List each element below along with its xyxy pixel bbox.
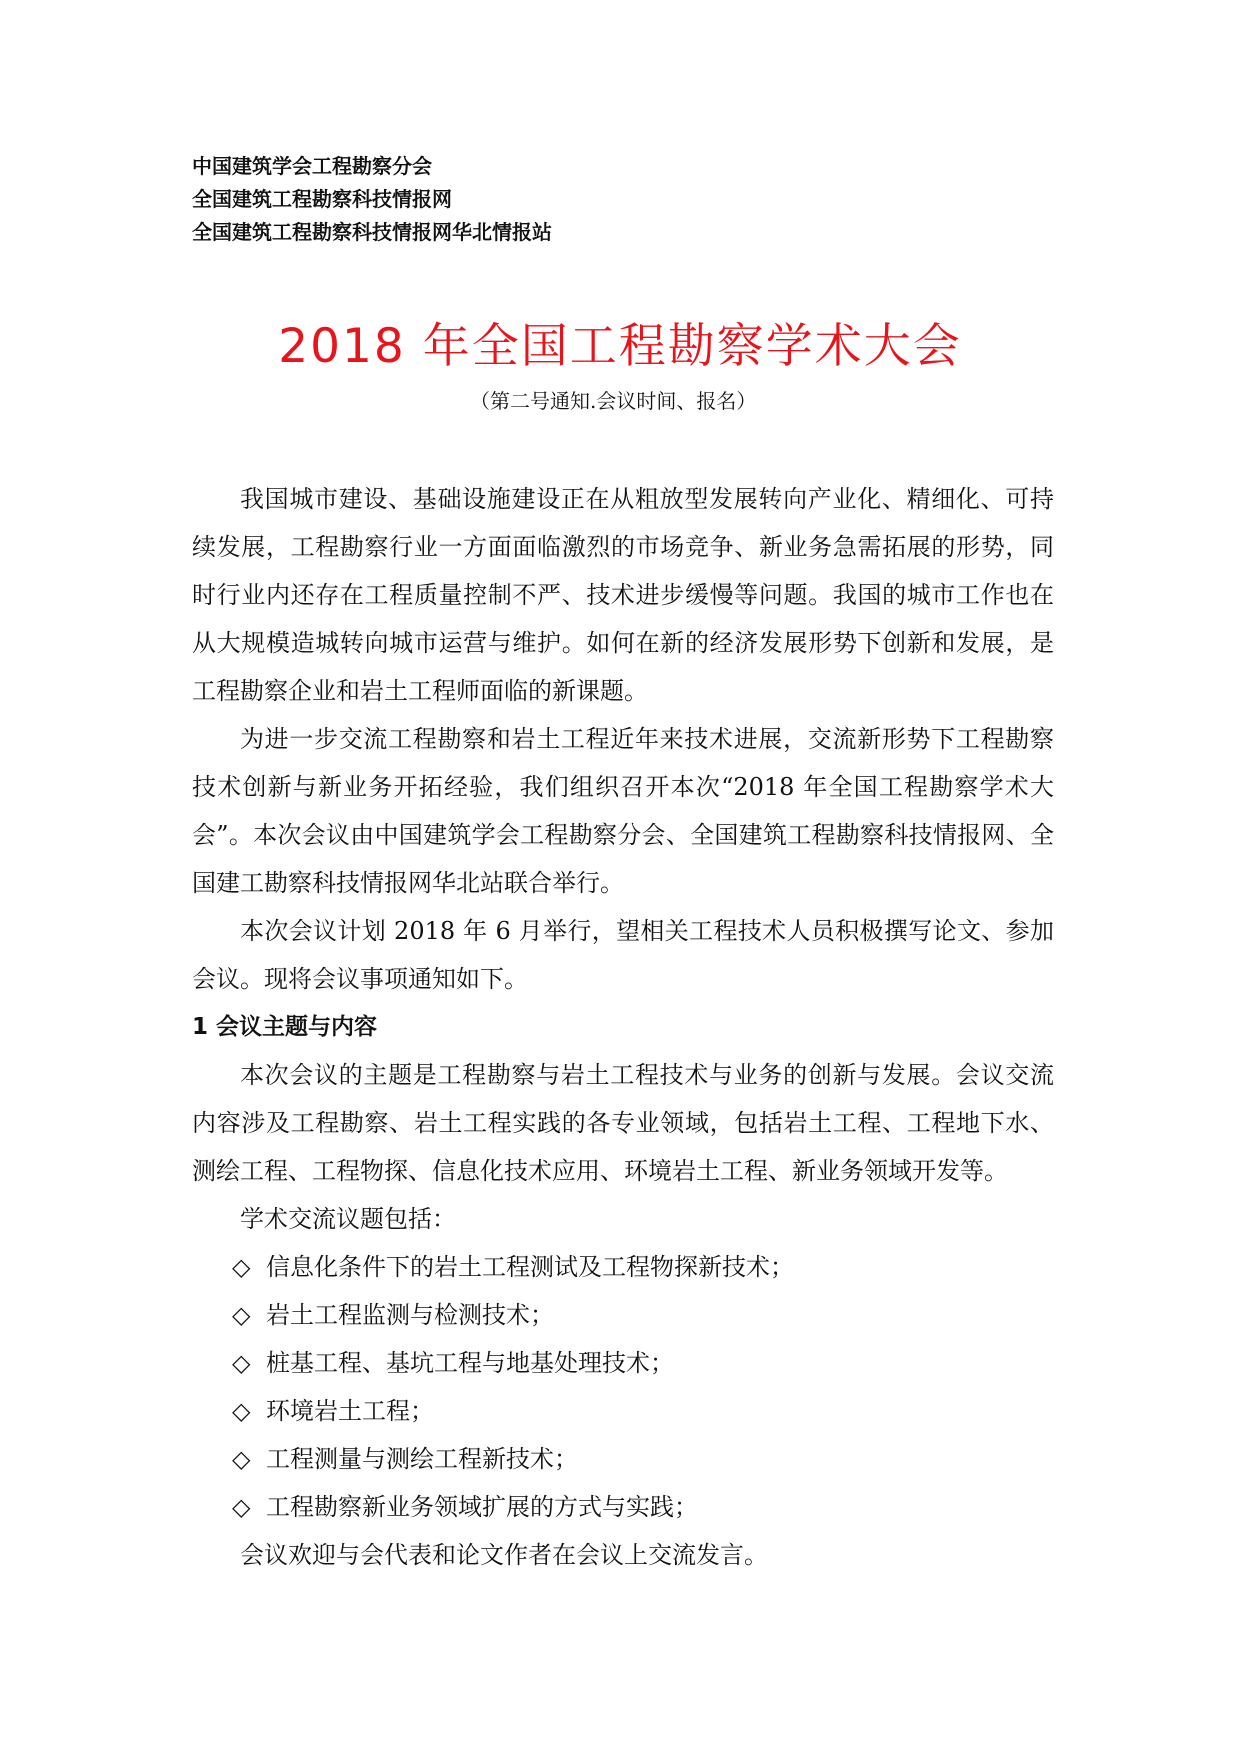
document-title: 2018 年全国工程勘察学术大会 <box>278 319 962 374</box>
organizer-list <box>192 150 1092 249</box>
topic-text: 桩基工程、基坑工程与地基处理技术； <box>266 1349 674 1377</box>
section-heading: 1 会议主题与内容 <box>192 1014 378 1040</box>
list-item <box>192 1435 1054 1483</box>
diamond-bullet-icon: ◇ <box>232 1301 251 1329</box>
list-item <box>192 1291 1054 1339</box>
diamond-bullet-icon: ◇ <box>232 1349 251 1377</box>
organizer-line: 中国建筑学会工程勘察分会 <box>192 154 432 178</box>
closing-line: 会议欢迎与会代表和论文作者在会议上交流发言。 <box>240 1541 768 1569</box>
topic-list <box>192 1243 1054 1531</box>
list-item <box>192 1483 1054 1531</box>
topic-text: 环境岩土工程； <box>266 1397 434 1425</box>
diamond-bullet-icon: ◇ <box>232 1253 251 1281</box>
topic-text: 工程勘察新业务领域扩展的方式与实践； <box>266 1493 698 1521</box>
topic-text: 工程测量与测绘工程新技术； <box>266 1445 578 1473</box>
organizer-line: 全国建筑工程勘察科技情报网华北情报站 <box>192 220 552 244</box>
theme-paragraph: 本次会议的主题是工程勘察与岩土工程技术与业务的创新与发展。会议交流内容涉及工程勘察、岩土工程实践的各专业领域，包括岩土工程、工程地下水、测绘工程、工程物探、信息化技术应用、环境岩土工程、新业务领域开发等。 <box>192 1061 1054 1185</box>
document-subtitle: （第二号通知.会议时间、报名） <box>470 389 757 413</box>
schedule-paragraph: 本次会议计划 2018 年 6 月举行，望相关工程技术人员积极撰写论文、参加会议。现将会议事项通知如下。 <box>192 917 1054 993</box>
diamond-bullet-icon: ◇ <box>232 1397 251 1425</box>
list-item <box>192 1387 1054 1435</box>
topic-text: 岩土工程监测与检测技术； <box>266 1301 554 1329</box>
topic-text: 信息化条件下的岩土工程测试及工程物探新技术； <box>266 1253 794 1281</box>
diamond-bullet-icon: ◇ <box>232 1445 251 1473</box>
diamond-bullet-icon: ◇ <box>232 1493 251 1521</box>
list-item <box>192 1339 1054 1387</box>
topics-intro: 学术交流议题包括： <box>240 1205 456 1233</box>
document-body <box>192 475 1054 1579</box>
purpose-paragraph: 为进一步交流工程勘察和岩土工程近年来技术进展，交流新形势下工程勘察技术创新与新业务开拓经验，我们组织召开本次“2018 年全国工程勘察学术大会”。本次会议由中国建筑学会工程勘察分会、全国建筑工程勘察科技情报网、全国建工勘察科技情报网华北站联合举行。 <box>192 725 1054 897</box>
organizer-line: 全国建筑工程勘察科技情报网 <box>192 187 452 211</box>
list-item <box>192 1243 1054 1291</box>
intro-paragraph: 我国城市建设、基础设施建设正在从粗放型发展转向产业化、精细化、可持续发展，工程勘察行业一方面面临激烈的市场竞争、新业务急需拓展的形势，同时行业内还存在工程质量控制不严、技术进步缓慢等问题。我国的城市工作也在从大规模造城转向城市运营与维护。如何在新的经济发展形势下创新和发展，是工程勘察企业和岩土工程师面临的新课题。 <box>192 485 1054 705</box>
